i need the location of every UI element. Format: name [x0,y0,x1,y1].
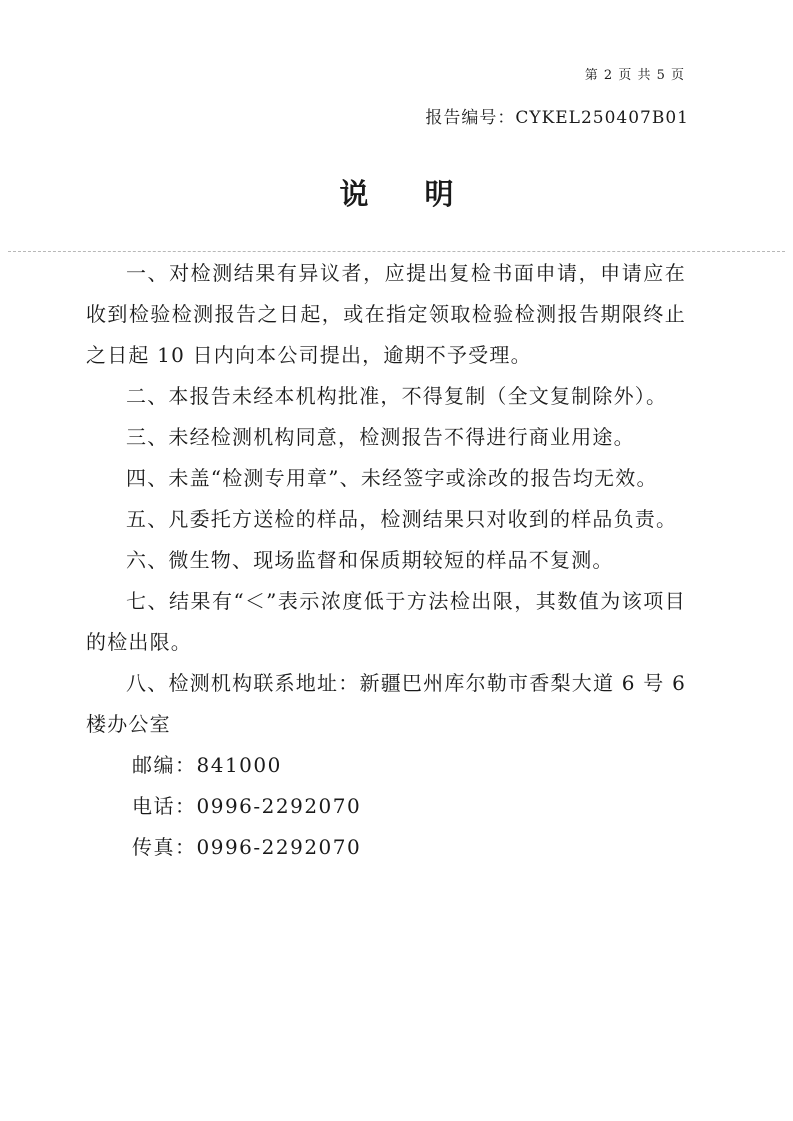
postcode: 邮编：841000 [132,753,282,777]
document-title: 说明 [339,177,510,211]
fax: 传真：0996-2292070 [132,835,362,859]
note-item-3: 三、未经检测机构同意，检测报告不得进行商业用途。 [126,425,635,449]
note-item-8: 八、检测机构联系地址：新疆巴州库尔勒市香梨大道 6 号 6 楼办公室 [86,671,686,736]
note-item-4: 四、未盖“检测专用章”、未经签字或涂改的报告均无效。 [126,466,658,490]
divider [8,251,785,252]
note-item-1: 一、对检测结果有异议者，应提出复检书面申请，申请应在收到检验检测报告之日起，或在指定领取检验检测报告期限终止之日起 10 日内向本公司提出，逾期不予受理。 [86,261,686,367]
note-item-7: 七、结果有“＜”表示浓度低于方法检出限，其数值为该项目的检出限。 [86,589,686,654]
note-item-6: 六、微生物、现场监督和保质期较短的样品不复测。 [126,548,614,572]
report-number: 报告编号：CYKEL250407B01 [425,108,689,128]
note-item-5: 五、凡委托方送检的样品，检测结果只对收到的样品负责。 [126,507,678,531]
notes-body [86,253,686,868]
phone: 电话：0996-2292070 [132,794,362,818]
note-item-2: 二、本报告未经本机构批准，不得复制（全文复制除外）。 [126,384,668,408]
page-number: 第 2 页 共 5 页 [584,68,685,83]
